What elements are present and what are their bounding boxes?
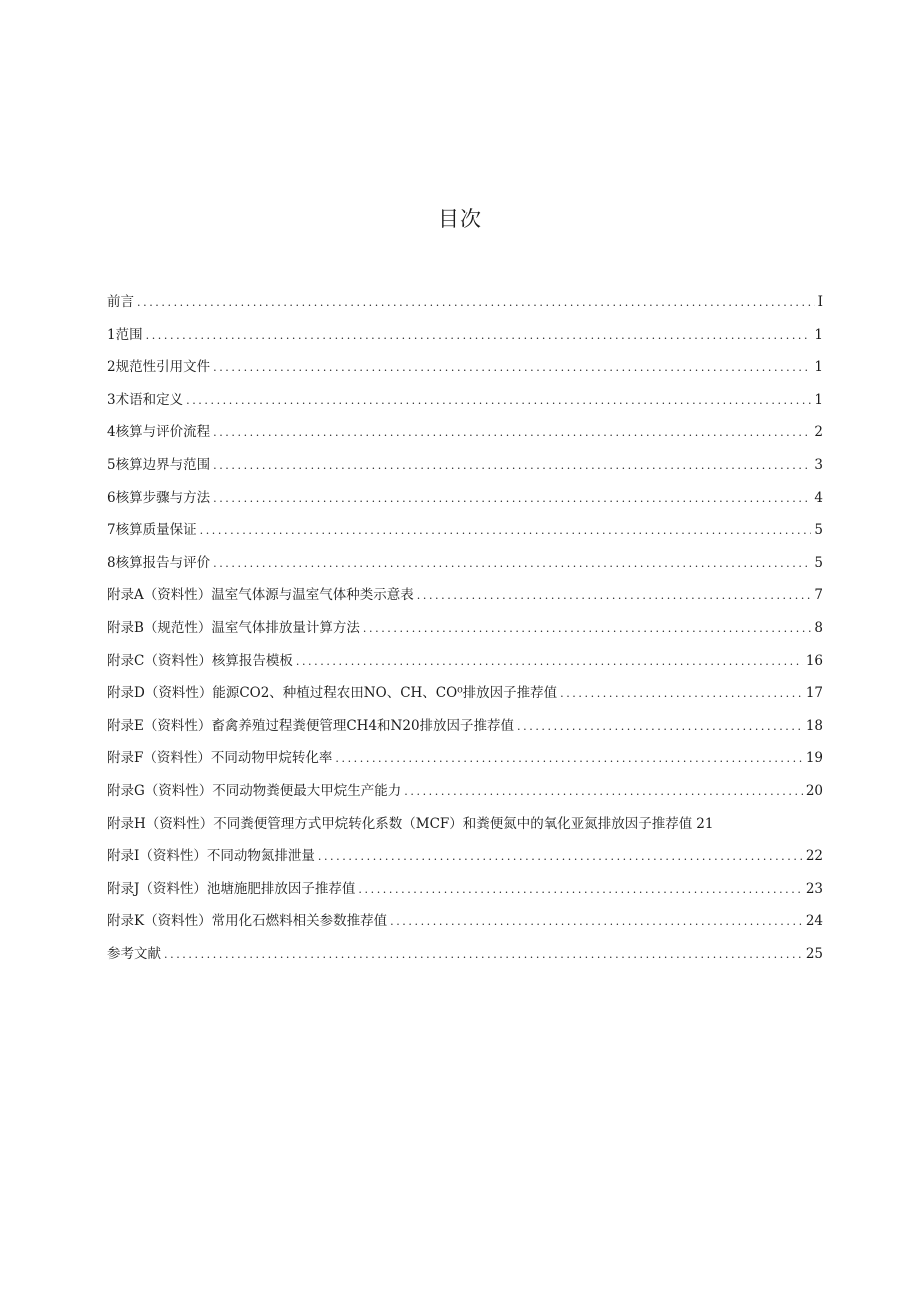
toc-leader-dots [404,776,803,809]
toc-entry[interactable] [107,384,823,417]
toc-entry-label: 4核算与评价流程 [107,424,211,441]
toc-entry[interactable] [107,645,823,678]
toc-leader-dots [318,841,803,874]
toc-entry-label: 2规范性引用文件 [107,359,211,376]
toc-entry-label: 附录G（资料性）不同动物粪便最大甲烷生产能力 [107,782,402,799]
toc-entry-label: 附录A（资料性）温室气体源与温室气体种类示意表 [107,587,414,604]
toc-entry-page: 1 [814,359,823,376]
toc-entry-label: 参考文献 [107,945,161,962]
toc-leader-dots [200,515,812,548]
toc-leader-dots [164,939,803,972]
toc-entry-page: 18 [805,717,823,734]
toc-entry[interactable] [107,547,823,580]
toc-entry[interactable] [107,514,823,547]
toc-entry-label: 附录I（资料性）不同动物氮排泄量 [107,848,315,865]
toc-entry-page: I [817,294,823,310]
toc-entry-label: 附录D（资料性）能源CO2、种植过程农田NO、CH、CO⁰排放因子推荐值 [107,685,558,702]
toc-leader-dots [146,320,812,353]
toc-entry-page: 24 [805,913,823,930]
toc-entry[interactable] [107,677,823,710]
toc-entry-page: 5 [814,522,823,539]
toc-entry-page: 21 [696,815,714,832]
toc-entry[interactable] [107,449,823,482]
toc-entry-page: 1 [814,391,823,408]
toc-entry[interactable] [107,938,823,971]
toc-entry-label: 附录B（规范性）温室气体排放量计算方法 [107,619,360,636]
toc-entry-page: 20 [805,782,823,799]
toc-leader-dots [186,385,811,418]
toc-entry-page: 19 [805,750,823,767]
toc-entry-page: 7 [814,587,823,604]
toc-entry[interactable] [107,416,823,449]
toc-entry-label: 附录J（资料性）池塘施肥排放因子推荐值 [107,880,356,897]
toc-entry-page: 17 [805,685,823,702]
toc-entry-label: 5核算边界与范围 [107,456,211,473]
toc-leader-dots [517,711,803,744]
toc-entry-label: 8核算报告与评价 [107,554,211,571]
toc-entry[interactable] [107,840,823,873]
toc-entry[interactable] [107,808,823,841]
toc-entry[interactable] [107,710,823,743]
toc-entry-page: 8 [814,619,823,636]
toc-leader-dots [390,906,803,939]
toc-leader-dots [213,352,811,385]
toc-entry[interactable] [107,482,823,515]
toc-entry-label: 3术语和定义 [107,391,184,408]
toc-leader-dots [296,646,803,679]
toc-entry[interactable] [107,612,823,645]
toc-entry[interactable] [107,319,823,352]
page-title: 目次 [438,207,482,231]
toc-entry-label: 前言 [107,294,134,310]
toc-leader-dots [137,287,815,320]
toc-leader-dots [417,580,812,613]
toc-entry-label: 6核算步骤与方法 [107,489,211,506]
toc-entry-page: 25 [805,945,823,962]
toc-leader-dots [213,483,811,516]
toc-entry-page: 3 [814,456,823,473]
toc-entry-label: 1范围 [107,326,143,343]
toc-leader-dots [363,613,811,646]
toc-entry[interactable] [107,351,823,384]
toc-entry[interactable] [107,286,823,319]
toc-entry-label: 附录E（资料性）畜禽养殖过程粪便管理CH4和N20排放因子推荐值 [107,717,515,734]
toc-entry[interactable] [107,579,823,612]
toc-leader-dots [335,743,802,776]
toc-entry-label: 附录H（资料性）不同粪便管理方式甲烷转化系数（MCF）和粪便氮中的氧化亚氮排放因子推荐值 [107,815,693,832]
toc-entry[interactable] [107,742,823,775]
toc-entry-page: 22 [805,848,823,865]
toc-leader-dots [213,417,811,450]
toc-entry-page: 2 [814,424,823,441]
toc-entry[interactable] [107,905,823,938]
toc-entry-page: 4 [814,489,823,506]
toc-entry-label: 附录K（资料性）常用化石燃料相关参数推荐值 [107,913,388,930]
toc-leader-dots [560,678,803,711]
toc-entry-page: 5 [814,554,823,571]
toc-entry-label: 7核算质量保证 [107,522,197,539]
toc-leader-dots [213,450,811,483]
toc-entry[interactable] [107,775,823,808]
toc-leader-dots [213,548,811,581]
toc-entry[interactable] [107,873,823,906]
toc-leader-dots [358,874,802,907]
toc-entry-label: 附录F（资料性）不同动物甲烷转化率 [107,750,333,767]
toc-entry-label: 附录C（资料性）核算报告模板 [107,652,293,669]
toc-entry-page: 16 [805,652,823,669]
toc-entry-page: 23 [805,880,823,897]
toc-entry-page: 1 [814,326,823,343]
table-of-contents [107,286,823,970]
